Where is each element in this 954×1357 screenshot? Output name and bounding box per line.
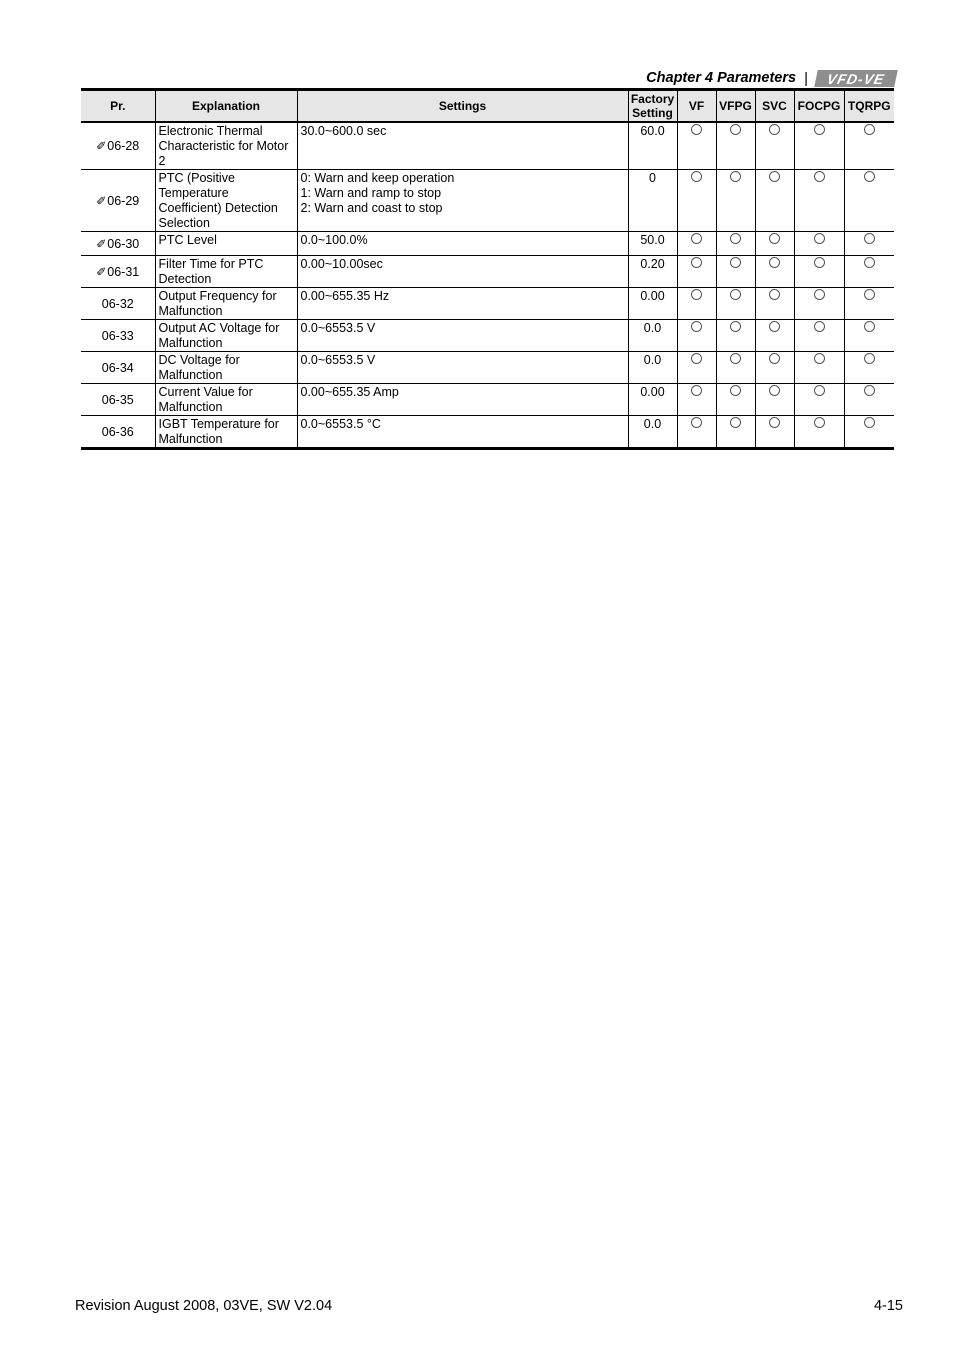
settings-cell bbox=[297, 122, 628, 170]
parameter-table bbox=[81, 88, 894, 450]
mode-cell-svc bbox=[755, 232, 794, 256]
circle-icon bbox=[730, 321, 741, 332]
explanation-cell: PTC (Positive Temperature Coefficient) Detection Selection bbox=[155, 170, 297, 232]
mode-cell-svc bbox=[755, 170, 794, 232]
mode-cell-focpg bbox=[794, 122, 844, 170]
factory-setting-cell: 50.0 bbox=[628, 232, 677, 256]
factory-setting-cell: 0.0 bbox=[628, 352, 677, 384]
chapter-title: Chapter 4 Parameters bbox=[646, 70, 797, 86]
circle-icon bbox=[769, 233, 780, 244]
circle-icon bbox=[769, 353, 780, 364]
mode-cell-vf bbox=[677, 170, 716, 232]
mode-cell-vf bbox=[677, 384, 716, 416]
circle-icon bbox=[864, 385, 875, 396]
mode-cell-vfpg bbox=[716, 416, 755, 449]
mode-cell-vf bbox=[677, 416, 716, 449]
circle-icon bbox=[864, 257, 875, 268]
mode-cell-vfpg bbox=[716, 170, 755, 232]
factory-setting-cell: 0 bbox=[628, 170, 677, 232]
factory-setting-cell: 0.0 bbox=[628, 416, 677, 449]
explanation-cell: Filter Time for PTC Detection bbox=[155, 256, 297, 288]
settings-line: 0.0~6553.5 V bbox=[300, 353, 376, 367]
factory-setting-cell: 0.20 bbox=[628, 256, 677, 288]
settings-line: 0.0~6553.5 °C bbox=[300, 417, 381, 431]
mode-cell-vf bbox=[677, 288, 716, 320]
circle-icon bbox=[864, 233, 875, 244]
circle-icon bbox=[814, 321, 825, 332]
explanation-cell: Output AC Voltage for Malfunction bbox=[155, 320, 297, 352]
param-number: 06-30 bbox=[107, 236, 140, 251]
circle-icon bbox=[691, 385, 702, 396]
circle-icon bbox=[691, 233, 702, 244]
circle-icon bbox=[691, 171, 702, 182]
mode-cell-svc bbox=[755, 352, 794, 384]
page-header bbox=[646, 68, 896, 88]
circle-icon bbox=[730, 233, 741, 244]
mode-cell-tqrpg bbox=[844, 352, 894, 384]
col-header-focpg: FOCPG bbox=[794, 90, 844, 123]
circle-icon bbox=[730, 257, 741, 268]
pen-icon: ✐ bbox=[96, 193, 107, 208]
table-row bbox=[81, 320, 894, 352]
table-row bbox=[81, 416, 894, 449]
param-number: 06-32 bbox=[101, 296, 134, 311]
header-separator: | bbox=[804, 69, 808, 87]
settings-cell bbox=[297, 320, 628, 352]
mode-cell-focpg bbox=[794, 170, 844, 232]
param-number: 06-28 bbox=[107, 139, 140, 153]
settings-line: 30.0~600.0 sec bbox=[300, 124, 387, 138]
circle-icon bbox=[769, 257, 780, 268]
table-body bbox=[81, 122, 894, 449]
param-number: 06-36 bbox=[101, 424, 134, 439]
circle-icon bbox=[814, 417, 825, 428]
mode-cell-vf bbox=[677, 320, 716, 352]
factory-setting-cell: 0.00 bbox=[628, 288, 677, 320]
settings-cell bbox=[297, 232, 628, 256]
mode-cell-focpg bbox=[794, 256, 844, 288]
param-number-cell bbox=[81, 416, 155, 449]
mode-cell-tqrpg bbox=[844, 170, 894, 232]
circle-icon bbox=[864, 171, 875, 182]
settings-cell bbox=[297, 352, 628, 384]
param-number: 06-35 bbox=[101, 392, 134, 407]
param-number-cell bbox=[81, 288, 155, 320]
footer-revision: Revision August 2008, 03VE, SW V2.04 bbox=[75, 1298, 333, 1314]
circle-icon bbox=[730, 171, 741, 182]
factory-setting-cell: 0.00 bbox=[628, 384, 677, 416]
table-row bbox=[81, 232, 894, 256]
mode-cell-vf bbox=[677, 256, 716, 288]
param-number-cell bbox=[81, 122, 155, 170]
factory-setting-cell: 60.0 bbox=[628, 122, 677, 170]
mode-cell-tqrpg bbox=[844, 384, 894, 416]
explanation-cell: IGBT Temperature for Malfunction bbox=[155, 416, 297, 449]
param-number: 06-33 bbox=[101, 328, 134, 343]
mode-cell-focpg bbox=[794, 352, 844, 384]
col-header-factory-setting bbox=[628, 90, 677, 123]
table-row bbox=[81, 170, 894, 232]
circle-icon bbox=[691, 321, 702, 332]
circle-icon bbox=[691, 124, 702, 135]
factory-header-line1: Factory bbox=[630, 92, 675, 106]
param-number: 06-29 bbox=[107, 193, 140, 208]
col-header-vf: VF bbox=[677, 90, 716, 123]
mode-cell-focpg bbox=[794, 320, 844, 352]
mode-cell-svc bbox=[755, 416, 794, 449]
circle-icon bbox=[769, 417, 780, 428]
circle-icon bbox=[814, 289, 825, 300]
mode-cell-focpg bbox=[794, 416, 844, 449]
vfd-ve-logo: VFD-VE bbox=[814, 70, 898, 87]
circle-icon bbox=[769, 124, 780, 135]
mode-cell-vf bbox=[677, 352, 716, 384]
circle-icon bbox=[691, 289, 702, 300]
settings-line: 1: Warn and ramp to stop bbox=[300, 186, 442, 200]
settings-line: 0.0~6553.5 V bbox=[300, 321, 376, 335]
circle-icon bbox=[691, 353, 702, 364]
param-number-cell bbox=[81, 352, 155, 384]
circle-icon bbox=[814, 233, 825, 244]
mode-cell-vfpg bbox=[716, 320, 755, 352]
col-header-tqrpg: TQRPG bbox=[844, 90, 894, 123]
mode-cell-vf bbox=[677, 232, 716, 256]
circle-icon bbox=[730, 289, 741, 300]
mode-cell-vf bbox=[677, 122, 716, 170]
explanation-cell: DC Voltage for Malfunction bbox=[155, 352, 297, 384]
circle-icon bbox=[864, 353, 875, 364]
settings-line: 2: Warn and coast to stop bbox=[300, 201, 443, 215]
settings-cell bbox=[297, 256, 628, 288]
circle-icon bbox=[730, 385, 741, 396]
mode-cell-tqrpg bbox=[844, 416, 894, 449]
settings-cell bbox=[297, 170, 628, 232]
param-number-cell bbox=[81, 320, 155, 352]
circle-icon bbox=[864, 417, 875, 428]
mode-cell-svc bbox=[755, 384, 794, 416]
mode-cell-focpg bbox=[794, 232, 844, 256]
mode-cell-tqrpg bbox=[844, 122, 894, 170]
circle-icon bbox=[769, 321, 780, 332]
mode-cell-svc bbox=[755, 256, 794, 288]
param-number-cell bbox=[81, 256, 155, 288]
circle-icon bbox=[769, 171, 780, 182]
mode-cell-focpg bbox=[794, 384, 844, 416]
mode-cell-svc bbox=[755, 122, 794, 170]
table-row bbox=[81, 384, 894, 416]
circle-icon bbox=[864, 289, 875, 300]
settings-line: 0.0~100.0% bbox=[300, 233, 368, 247]
circle-icon bbox=[814, 171, 825, 182]
settings-line: 0.00~655.35 Hz bbox=[300, 289, 390, 303]
mode-cell-svc bbox=[755, 320, 794, 352]
settings-line: 0.00~655.35 Amp bbox=[300, 385, 399, 399]
explanation-cell: Electronic Thermal Characteristic for Motor 2 bbox=[155, 122, 297, 170]
mode-cell-vfpg bbox=[716, 256, 755, 288]
explanation-cell: PTC Level bbox=[155, 232, 297, 256]
circle-icon bbox=[814, 257, 825, 268]
circle-icon bbox=[691, 257, 702, 268]
pen-icon: ✐ bbox=[96, 139, 107, 153]
mode-cell-focpg bbox=[794, 288, 844, 320]
param-number-cell bbox=[81, 170, 155, 232]
pen-icon: ✐ bbox=[96, 264, 107, 279]
circle-icon bbox=[864, 124, 875, 135]
col-header-explanation: Explanation bbox=[155, 90, 297, 123]
explanation-cell: Output Frequency for Malfunction bbox=[155, 288, 297, 320]
circle-icon bbox=[769, 289, 780, 300]
mode-cell-vfpg bbox=[716, 352, 755, 384]
settings-line: 0: Warn and keep operation bbox=[300, 171, 455, 185]
table-header-row bbox=[81, 90, 894, 123]
factory-setting-cell: 0.0 bbox=[628, 320, 677, 352]
circle-icon bbox=[814, 353, 825, 364]
mode-cell-vfpg bbox=[716, 122, 755, 170]
table-row bbox=[81, 256, 894, 288]
settings-cell bbox=[297, 416, 628, 449]
col-header-pr: Pr. bbox=[81, 90, 155, 123]
mode-cell-svc bbox=[755, 288, 794, 320]
param-number: 06-31 bbox=[107, 264, 140, 279]
factory-header-line2: Setting bbox=[632, 106, 673, 120]
table-row bbox=[81, 288, 894, 320]
param-number-cell bbox=[81, 232, 155, 256]
pen-icon: ✐ bbox=[96, 236, 107, 251]
settings-cell bbox=[297, 384, 628, 416]
col-header-vfpg: VFPG bbox=[716, 90, 755, 123]
circle-icon bbox=[769, 385, 780, 396]
mode-cell-tqrpg bbox=[844, 288, 894, 320]
mode-cell-tqrpg bbox=[844, 256, 894, 288]
circle-icon bbox=[691, 417, 702, 428]
col-header-settings: Settings bbox=[297, 90, 628, 123]
page-number: 4-15 bbox=[873, 1298, 903, 1314]
table-row bbox=[81, 352, 894, 384]
param-number-cell bbox=[81, 384, 155, 416]
param-number: 06-34 bbox=[101, 360, 134, 375]
table-row bbox=[81, 122, 894, 170]
circle-icon bbox=[814, 124, 825, 135]
mode-cell-vfpg bbox=[716, 232, 755, 256]
circle-icon bbox=[864, 321, 875, 332]
mode-cell-vfpg bbox=[716, 288, 755, 320]
mode-cell-tqrpg bbox=[844, 320, 894, 352]
circle-icon bbox=[730, 417, 741, 428]
circle-icon bbox=[730, 353, 741, 364]
settings-cell bbox=[297, 288, 628, 320]
circle-icon bbox=[814, 385, 825, 396]
explanation-cell: Current Value for Malfunction bbox=[155, 384, 297, 416]
settings-line: 0.00~10.00sec bbox=[300, 257, 383, 271]
mode-cell-vfpg bbox=[716, 384, 755, 416]
circle-icon bbox=[730, 124, 741, 135]
col-header-svc: SVC bbox=[755, 90, 794, 123]
mode-cell-tqrpg bbox=[844, 232, 894, 256]
